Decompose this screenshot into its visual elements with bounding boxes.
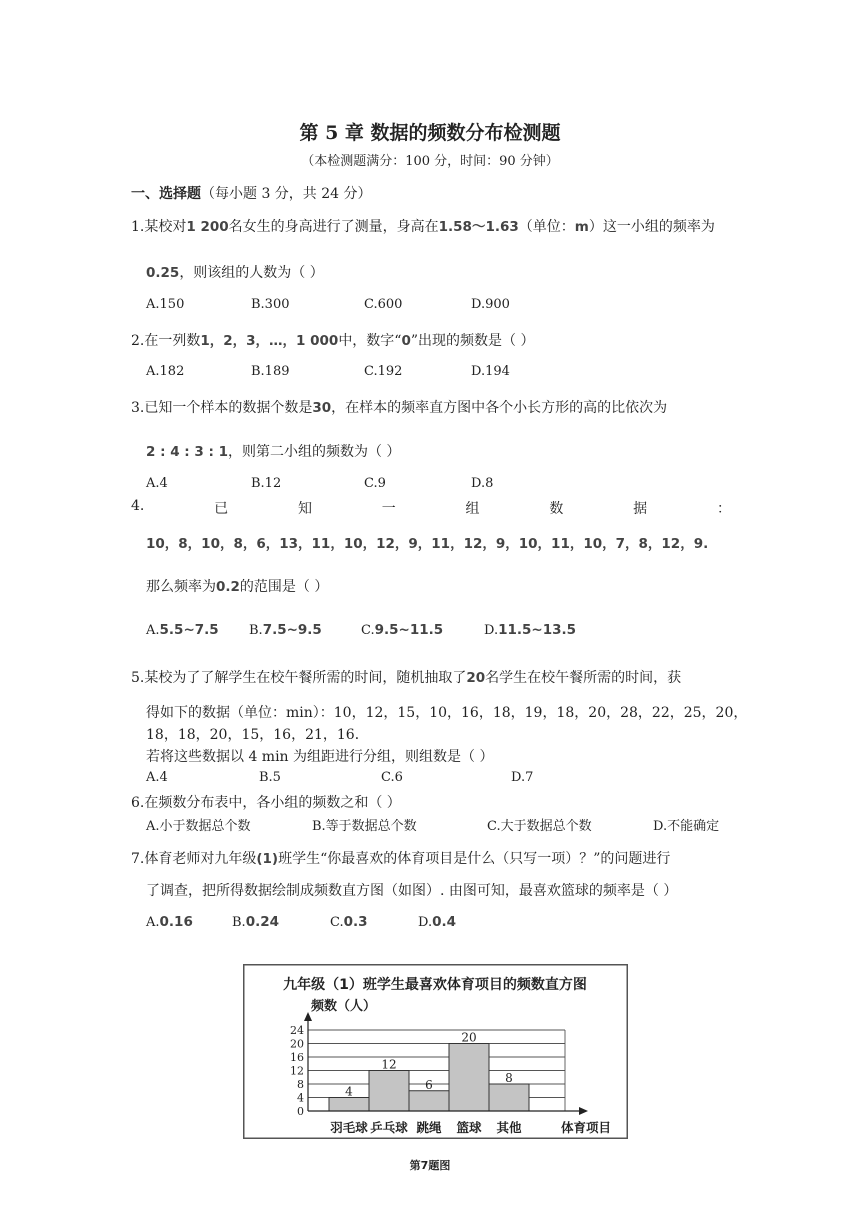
option-letter: C.	[361, 623, 375, 638]
q4-data: 10，8，10，8，6，13，11，10，12，9，11，12，9，10，11，10，7，8，12，9.	[146, 536, 709, 552]
option-letter: B.	[232, 915, 246, 930]
q6-option-d[interactable]: D.不能确定	[653, 819, 720, 834]
figure-caption: 第7题图	[409, 1159, 451, 1172]
q7-class: (1)	[256, 851, 279, 867]
option-letter: A.	[146, 915, 160, 930]
q3-text-2b: ，则第二小组的频数为（ ）	[227, 444, 401, 460]
question-1-line-2	[146, 262, 324, 282]
page-title: 第 5 章 数据的频数分布检测题	[299, 122, 561, 144]
question-5-line-2: 得如下的数据（单位：min）：10，12，15，10，16，18，19，18，20，28，22，25，20，	[146, 705, 748, 721]
q7-option-a[interactable]	[146, 914, 193, 930]
q1-option-b[interactable]: B.300	[251, 297, 290, 312]
chart-bar	[489, 1084, 529, 1111]
q5-option-c[interactable]: C.6	[381, 770, 403, 785]
q7-option-b[interactable]	[232, 914, 279, 930]
q4-char: 数	[549, 501, 564, 517]
question-7-line-2: 了调查，把所得数据绘制成频数直方图（如图）. 由图可知，最喜欢篮球的频率是（ ）	[146, 883, 678, 899]
option-value: 11.5~13.5	[498, 622, 577, 638]
chart-data-label: 4	[345, 1084, 353, 1099]
option-value: 5.5~7.5	[159, 622, 219, 638]
chart-data-label: 12	[381, 1057, 397, 1072]
option-letter: D.	[418, 915, 433, 930]
q2-digit: 0	[401, 333, 411, 349]
question-3-line-1	[131, 397, 667, 417]
chart-category-label: 羽毛球	[330, 1120, 368, 1135]
option-letter: C.	[330, 915, 344, 930]
q5-option-a[interactable]: A.4	[146, 770, 168, 785]
question-4-line-3	[146, 576, 328, 596]
q1-option-c[interactable]: C.600	[364, 297, 403, 312]
q5-option-d[interactable]: D.7	[511, 770, 534, 785]
question-1-line-1	[131, 215, 715, 236]
q2-text-a: 2.在一列数	[131, 333, 201, 349]
chart-bar	[449, 1044, 489, 1112]
chart-bar	[369, 1071, 409, 1112]
q2-option-c[interactable]: C.192	[364, 364, 403, 379]
q3-option-a[interactable]: A.4	[146, 476, 168, 491]
q4-char: 知	[297, 501, 312, 517]
q6-option-c[interactable]: C.大于数据总个数	[487, 819, 592, 834]
q7-text-c: 班学生“你最喜欢的体育项目是什么（只写一项）？”的问题进行	[278, 851, 671, 867]
q5-count: 20	[466, 670, 486, 686]
q1-text-g: ）这一小组的频率为	[588, 219, 715, 235]
chart-y-tick-label: 20	[290, 1037, 304, 1051]
q1-freq: 0.25	[146, 265, 180, 281]
chart-y-tick-label: 12	[290, 1064, 304, 1078]
q4-text-a: 那么频率为	[146, 579, 216, 595]
chart-data-label: 20	[461, 1030, 477, 1045]
chart-category-label: 跳绳	[416, 1120, 442, 1135]
q4-option-b[interactable]	[249, 622, 322, 638]
option-letter: B.	[249, 623, 263, 638]
section-heading	[131, 183, 372, 203]
chart-category-label: 篮球	[456, 1120, 482, 1135]
section-note: （每小题 3 分，共 24 分）	[201, 186, 372, 202]
chart-y-tick-label: 0	[297, 1105, 304, 1118]
question-2	[131, 329, 535, 350]
option-value: 0.16	[159, 914, 193, 930]
question-3-line-2	[146, 441, 400, 461]
q2-option-d[interactable]: D.194	[471, 364, 510, 379]
q4-option-d[interactable]	[484, 622, 576, 638]
q1-text-e: （单位：	[518, 219, 575, 235]
q1-option-d[interactable]: D.900	[471, 297, 510, 312]
q1-unit: m	[574, 219, 589, 235]
q4-char: 4.	[131, 498, 145, 514]
q2-sequence: 1，2，3，…，1 000	[200, 333, 339, 349]
q4-option-c[interactable]	[361, 622, 443, 638]
chart-x-axis-arrow	[579, 1107, 588, 1115]
chart-y-tick-label: 4	[297, 1091, 304, 1105]
option-letter: A.	[146, 623, 160, 638]
question-5-line-3: 18，18，20，15，16，21，16．	[146, 727, 369, 743]
q4-option-a[interactable]	[146, 622, 219, 638]
option-value: 0.3	[343, 914, 368, 930]
q7-text-a: 7.体育老师对九年级	[131, 851, 257, 867]
q4-char: 已	[214, 501, 229, 517]
question-5-line-1	[131, 667, 681, 687]
q1-text-c: 名女生的身高进行了测量，身高在	[228, 219, 439, 235]
q1-text-2b: ，则该组的人数为（ ）	[179, 265, 324, 281]
option-value: 7.5~9.5	[262, 622, 322, 638]
section-title: 一、选择题	[131, 186, 201, 202]
q4-char: 据	[633, 501, 648, 517]
q5-text-a: 5.某校为了了解学生在校午餐所需的时间，随机抽取了	[131, 670, 467, 686]
option-value: 0.24	[245, 914, 279, 930]
chart-x-axis-label: 体育项目	[560, 1120, 612, 1135]
q1-count: 1 200	[186, 219, 229, 235]
q3-option-b[interactable]: B.12	[251, 476, 282, 491]
q2-option-b[interactable]: B.189	[251, 364, 290, 379]
chart-y-tick-label: 8	[297, 1078, 304, 1091]
q6-option-b[interactable]: B.等于数据总个数	[312, 819, 417, 834]
q3-text-a: 3.已知一个样本的数据个数是	[131, 400, 313, 416]
q1-option-a[interactable]: A.150	[146, 297, 185, 312]
chart-y-tick-label: 16	[290, 1051, 304, 1064]
option-letter: D.	[484, 623, 499, 638]
question-6: 6.在频数分布表中，各小组的频数之和（ ）	[131, 795, 401, 811]
chart-bar	[329, 1098, 369, 1112]
q4-char: ：	[716, 501, 731, 517]
question-4-line-1	[131, 498, 731, 518]
q6-option-a[interactable]: A.小于数据总个数	[146, 819, 251, 834]
chart-y-axis-label: 频数（人）	[311, 999, 377, 1014]
q5-text-c: 名学生在校午餐所需的时间，获	[485, 670, 682, 686]
q3-option-c[interactable]: C.9	[364, 476, 386, 491]
chart-data-label: 8	[505, 1071, 513, 1085]
page-subtitle: （本检测题满分：100 分，时间：90 分钟）	[301, 154, 559, 169]
chart-category-label: 其他	[496, 1120, 522, 1135]
chart-title: 九年级（1）班学生最喜欢体育项目的频数直方图	[283, 977, 587, 993]
q4-char: 组	[465, 501, 480, 517]
chart-y-tick-label: 24	[290, 1024, 304, 1037]
q2-option-a[interactable]: A.182	[146, 364, 185, 379]
q7-option-c[interactable]	[330, 914, 368, 930]
q4-char: 一	[381, 501, 396, 517]
q2-text-c: 中，数字“	[338, 333, 402, 349]
frequency-histogram-chart	[243, 964, 628, 1139]
q3-text-c: ，在样本的频率直方图中各个小长方形的高的比依次为	[331, 400, 668, 416]
q4-text-c: 的范围是（ ）	[239, 579, 329, 595]
q1-text-a: 1.某校对	[131, 219, 187, 235]
chart-bar	[409, 1091, 449, 1111]
chart-data-label: 6	[425, 1077, 433, 1092]
q7-option-d[interactable]	[418, 914, 456, 930]
q3-size: 30	[312, 400, 332, 416]
q2-text-e: ”出现的频数是（ ）	[410, 333, 535, 349]
chart-category-label: 乒乓球	[370, 1120, 408, 1135]
question-5-line-4: 若将这些数据以 4 min 为组距进行分组，则组数是（ ）	[146, 749, 494, 765]
option-value: 0.4	[432, 914, 457, 930]
q4-freq: 0.2	[216, 579, 240, 595]
q5-option-b[interactable]: B.5	[259, 770, 281, 785]
q3-ratio: 2 : 4 : 3 : 1	[146, 444, 228, 460]
q1-range: 1.58～1.63	[438, 219, 519, 235]
question-7-line-1	[131, 848, 670, 868]
q3-option-d[interactable]: D.8	[471, 476, 494, 491]
option-value: 9.5~11.5	[374, 622, 444, 638]
